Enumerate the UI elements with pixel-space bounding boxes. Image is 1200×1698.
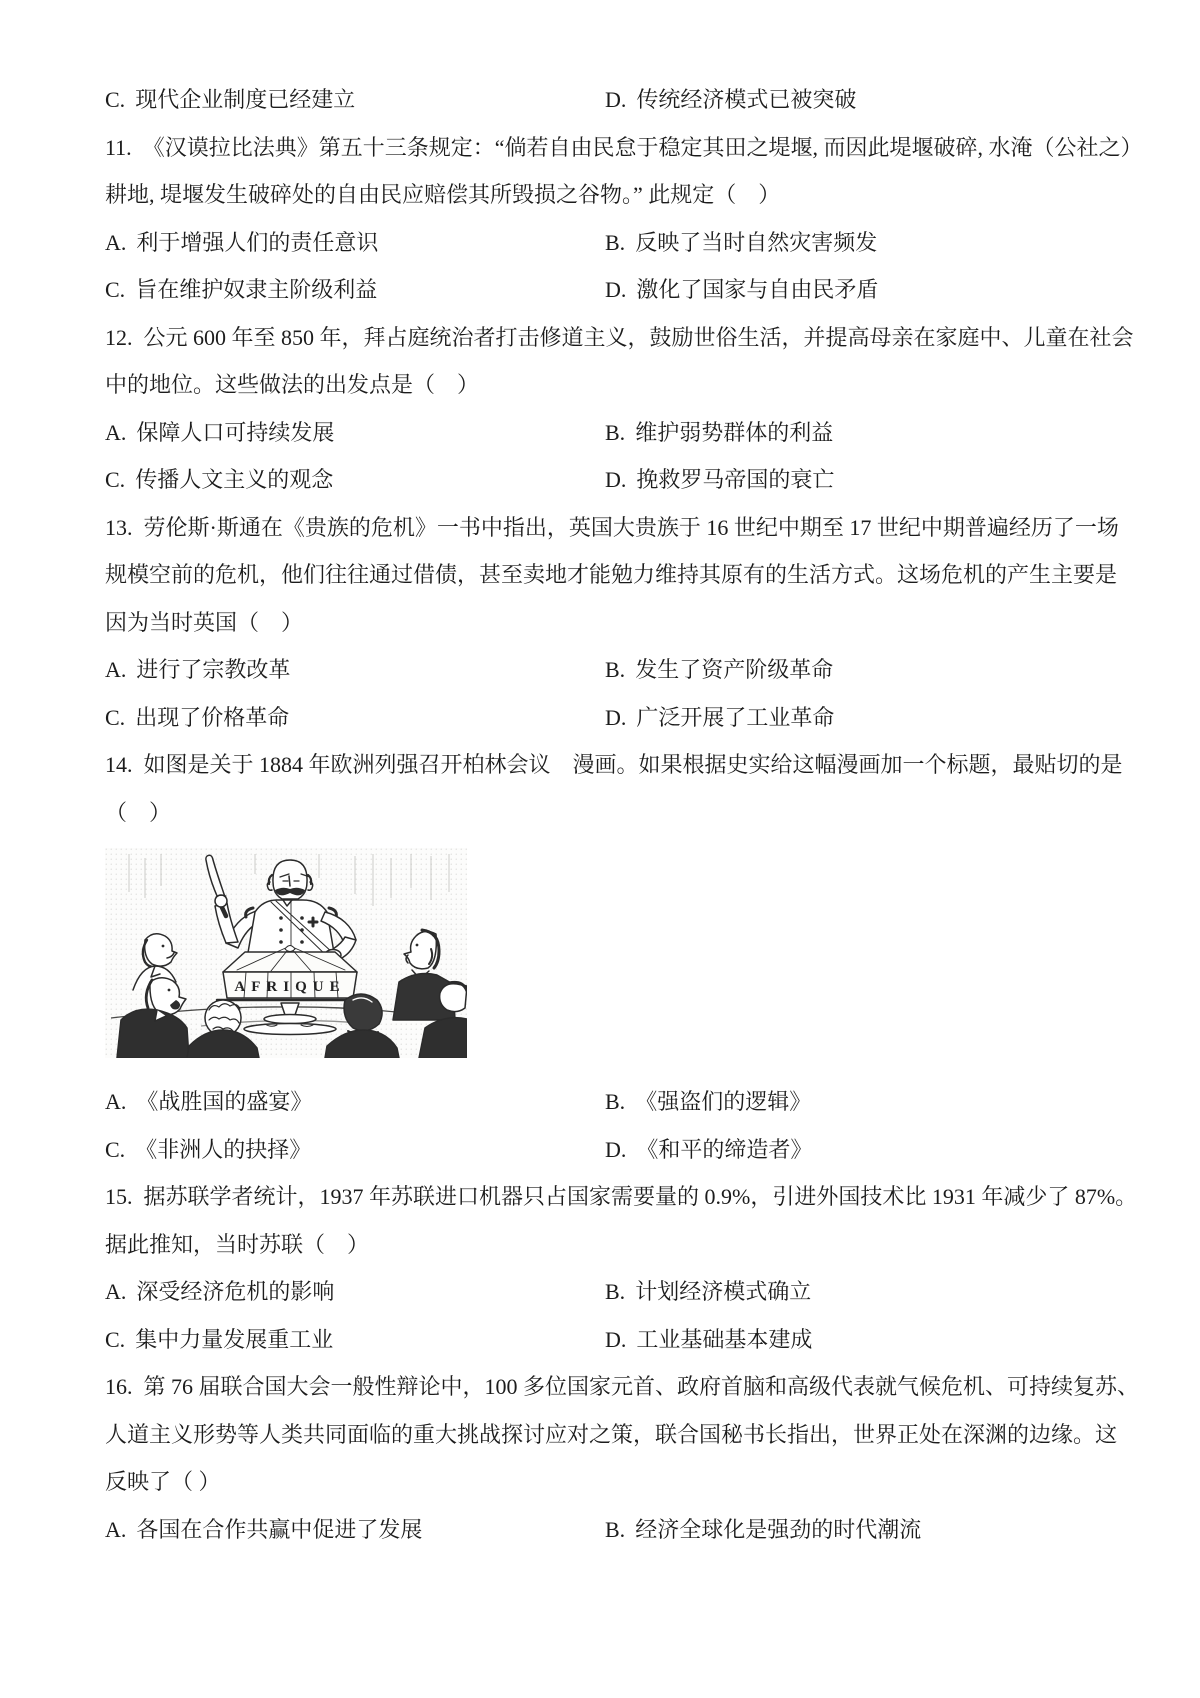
option-label: A.: [105, 657, 127, 682]
option-d: [605, 76, 856, 124]
option-d: [605, 266, 878, 314]
option-label: B.: [605, 1516, 626, 1542]
option-label: A.: [105, 229, 127, 255]
option-text: 工业基础基本建成: [636, 1326, 813, 1352]
question-number: 16.: [105, 1374, 133, 1399]
option-text: 进行了宗教改革: [136, 657, 291, 682]
option-text: 传统经济模式已被突破: [636, 87, 857, 112]
options-row: [105, 409, 1100, 457]
option-d: [605, 456, 834, 504]
option-a: [105, 1078, 605, 1126]
option-label: A.: [105, 1089, 127, 1114]
option-label: C.: [105, 87, 126, 112]
option-text: 挽救罗马帝国的衰亡: [636, 467, 835, 492]
question-stem-line: 反映了（ ）: [105, 1469, 221, 1494]
question-10-options-row: [105, 76, 1100, 124]
option-text: 维护弱势群体的利益: [635, 419, 834, 445]
option-text: 旨在维护奴隶主阶级利益: [135, 277, 378, 302]
question-number: 12.: [105, 324, 133, 350]
option-b: [605, 219, 877, 267]
option-label: C.: [105, 467, 126, 492]
option-text: 《非洲人的抉择》: [135, 1136, 312, 1162]
option-label: A.: [105, 1516, 127, 1542]
option-b: [605, 1078, 811, 1126]
question-12: [105, 314, 1134, 504]
question-number: 14.: [105, 752, 133, 777]
question-stem-line: [105, 124, 1143, 172]
stem-text: 《汉谟拉比法典》第五十三条规定：“倘若自由民怠于稳定其田之堤堰, 而因此堤堰破碎, 水淹（公社之）: [142, 134, 1143, 160]
option-text: 利于增强人们的责任意识: [136, 229, 379, 255]
question-stem-line: [105, 1173, 1138, 1221]
question-stem-line: 中的地位。这些做法的出发点是（ ）: [105, 372, 480, 397]
options-row: [105, 456, 1100, 504]
option-label: B.: [605, 1089, 626, 1114]
option-text: 计划经济模式确立: [635, 1279, 812, 1304]
question-15: [105, 1173, 1138, 1363]
question-stem-line: 耕地, 堤堰发生破碎处的自由民应赔偿其所毁损之谷物。” 此规定（ ）: [105, 182, 781, 207]
option-label: C.: [105, 277, 126, 302]
option-label: C.: [105, 704, 126, 730]
option-label: D.: [605, 87, 627, 112]
option-text: 传播人文主义的观念: [135, 467, 334, 492]
option-d: [605, 694, 834, 742]
options-row: [105, 266, 1100, 314]
option-text: 出现了价格革命: [135, 704, 290, 730]
option-text: 《战胜国的盛宴》: [136, 1089, 313, 1114]
option-b: [605, 1268, 811, 1316]
option-text: 发生了资产阶级革命: [635, 657, 834, 682]
question-number: 15.: [105, 1184, 133, 1209]
options-row: [105, 1316, 1100, 1364]
option-text: 《和平的缔造者》: [636, 1136, 813, 1162]
option-text: 经济全球化是强劲的时代潮流: [635, 1516, 922, 1542]
option-a: [105, 646, 605, 694]
option-label: B.: [605, 1279, 626, 1304]
question-stem-line: [105, 314, 1134, 362]
question-number: 13.: [105, 514, 133, 540]
option-c: [105, 266, 605, 314]
option-a: [105, 1506, 605, 1554]
option-a: [105, 409, 605, 457]
option-label: C.: [105, 1136, 126, 1162]
stem-text: 如图是关于 1884 年欧洲列强召开柏林会议 漫画。如果根据史实给这幅漫画加一个标题，最贴切的是: [143, 752, 1123, 777]
option-text: 反映了当时自然灾害频发: [635, 229, 878, 255]
options-row: [105, 646, 1100, 694]
options-row: [105, 1268, 1100, 1316]
option-label: D.: [605, 467, 627, 492]
option-label: D.: [605, 1326, 627, 1352]
option-text: 现代企业制度已经建立: [135, 87, 356, 112]
stem-text: 劳伦斯·斯通在《贵族的危机》一书中指出，英国大贵族于 16 世纪中期至 17 世纪中期普遍经历了一场: [143, 514, 1119, 540]
option-label: D.: [605, 277, 627, 302]
option-text: 广泛开展了工业革命: [636, 704, 835, 730]
stem-text: 公元 600 年至 850 年，拜占庭统治者打击修道主义，鼓励世俗生活，并提高母亲在家庭中、儿童在社会: [143, 324, 1134, 350]
option-d: [605, 1126, 812, 1174]
options-row: [105, 1506, 1100, 1554]
option-label: D.: [605, 704, 627, 730]
option-c: [105, 694, 605, 742]
question-stem-line: 据此推知，当时苏联（ ）: [105, 1231, 370, 1257]
question-16: [105, 1363, 1140, 1553]
berlin-conference-cartoon: [105, 848, 467, 1058]
option-c: [105, 456, 605, 504]
option-label: A.: [105, 419, 127, 445]
question-stem-line: [105, 741, 1123, 789]
question-13: [105, 504, 1119, 742]
option-c: [105, 1316, 605, 1364]
question-stem-line: 因为当时英国（ ）: [105, 609, 304, 635]
option-text: 保障人口可持续发展: [136, 419, 335, 445]
options-row: [105, 1126, 1100, 1174]
option-label: B.: [605, 229, 626, 255]
question-stem-line: （ ）: [105, 799, 172, 825]
options-row: [105, 694, 1100, 742]
options-row: [105, 219, 1100, 267]
question-stem-line: [105, 504, 1119, 552]
option-label: D.: [605, 1136, 627, 1162]
option-text: 激化了国家与自由民矛盾: [636, 277, 879, 302]
option-c: [105, 76, 605, 124]
question-stem-line: 人道主义形势等人类共同面临的重大挑战探讨应对之策，联合国秘书长指出，世界正处在深渊的边缘。这: [105, 1421, 1118, 1447]
option-b: [605, 1506, 921, 1554]
stem-text: 第 76 届联合国大会一般性辩论中，100 多位国家元首、政府首脑和高级代表就气候危机、可持续复苏、: [143, 1374, 1140, 1399]
option-label: B.: [605, 657, 626, 682]
option-label: B.: [605, 419, 626, 445]
option-text: 各国在合作共赢中促进了发展: [136, 1516, 423, 1542]
cartoon-cake-label: AFRIQUE: [234, 979, 346, 995]
option-d: [605, 1316, 812, 1364]
option-text: 集中力量发展重工业: [135, 1326, 334, 1352]
option-b: [605, 409, 833, 457]
option-label: A.: [105, 1279, 127, 1304]
stem-text: 据苏联学者统计，1937 年苏联进口机器只占国家需要量的 0.9%，引进外国技术比 1931 年减少了 87%。: [143, 1184, 1138, 1209]
question-11: [105, 124, 1143, 314]
option-b: [605, 646, 833, 694]
option-a: [105, 1268, 605, 1316]
options-row: [105, 1078, 1100, 1126]
option-text: 深受经济危机的影响: [136, 1279, 335, 1304]
option-label: C.: [105, 1326, 126, 1352]
question-14: [105, 741, 1123, 1173]
question-number: 11.: [105, 134, 132, 160]
option-text: 《强盗们的逻辑》: [635, 1089, 812, 1114]
option-c: [105, 1126, 605, 1174]
question-stem-line: 规模空前的危机，他们往往通过借债，甚至卖地才能勉力维持其原有的生活方式。这场危机的产生主要是: [105, 562, 1118, 587]
question-stem-line: [105, 1363, 1140, 1411]
option-a: [105, 219, 605, 267]
